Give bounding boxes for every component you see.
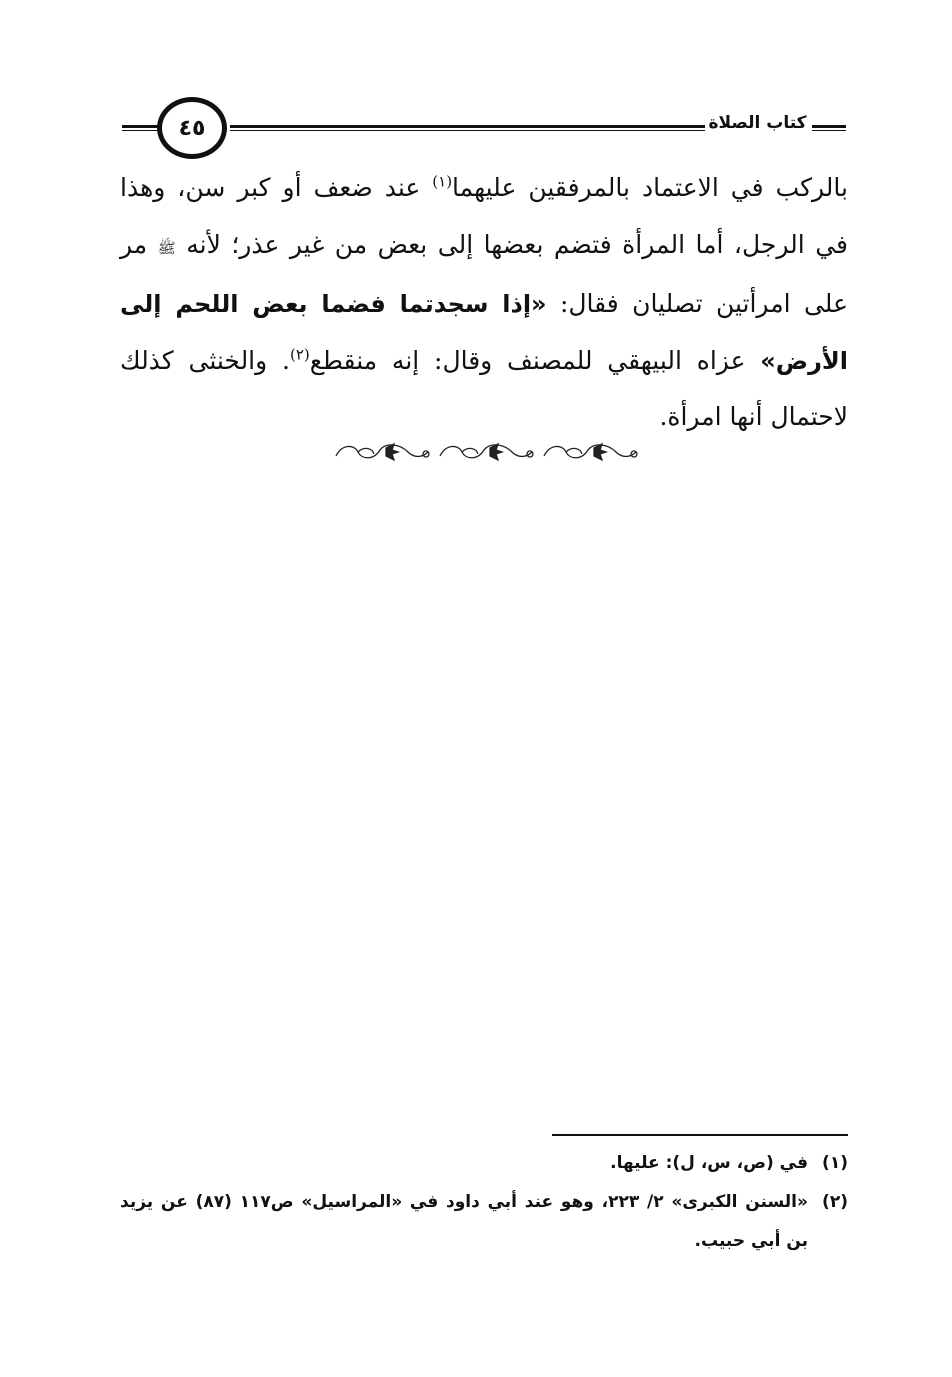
footnote-number: (١) <box>822 1153 848 1173</box>
footnote-text: «السنن الكبرى» ٢/ ٢٢٣، وهو عند أبي داود في «المراسيل» ص١١٧ (٨٧) عن يزيد بن أبي حبيب. <box>120 1192 808 1251</box>
footnote-item <box>120 1183 848 1261</box>
paragraph <box>120 160 848 446</box>
footnote-item <box>120 1144 848 1183</box>
header-rule-right <box>812 125 846 128</box>
page-number-badge <box>157 97 227 159</box>
text-run: مر على امرأتين تصليان فقال: <box>120 229 848 318</box>
hadith-quote: «إذا سجدتما فضما بعض اللحم إلى الأرض» <box>120 290 848 375</box>
text-run: عزاه البيهقي للمصنف وقال: إنه منقطع <box>309 345 761 375</box>
header-rule-center-thin <box>230 130 705 131</box>
honorific-ligature: ﷺ <box>157 238 176 257</box>
main-text <box>120 160 848 446</box>
floral-divider-icon <box>328 438 640 468</box>
text-run: . والخنثى كذلك لاحتمال أنها امرأة. <box>120 345 848 431</box>
footnotes <box>120 1144 848 1261</box>
text-run: عند ضعف أو كبر سن، وهذا في الرجل، أما المرأة فتضم بعضها إلى بعض من غير عذر؛ لأنه <box>120 173 848 259</box>
header-rule-center <box>230 125 705 128</box>
header-rule-right-thin <box>812 130 846 131</box>
footnote-ref-1: (١) <box>432 172 453 191</box>
footnote-ref-2: (٢) <box>289 345 310 364</box>
text-run: بالركب في الاعتماد بالمرفقين عليهما <box>452 173 848 202</box>
running-title: كتاب الصلاة <box>708 113 807 133</box>
footnote-separator <box>552 1134 848 1136</box>
page-number: ٤٥ <box>178 115 206 141</box>
footnote-number: (٢) <box>822 1192 848 1212</box>
footnote-text: في (ص، س، ل): عليها. <box>610 1153 808 1173</box>
